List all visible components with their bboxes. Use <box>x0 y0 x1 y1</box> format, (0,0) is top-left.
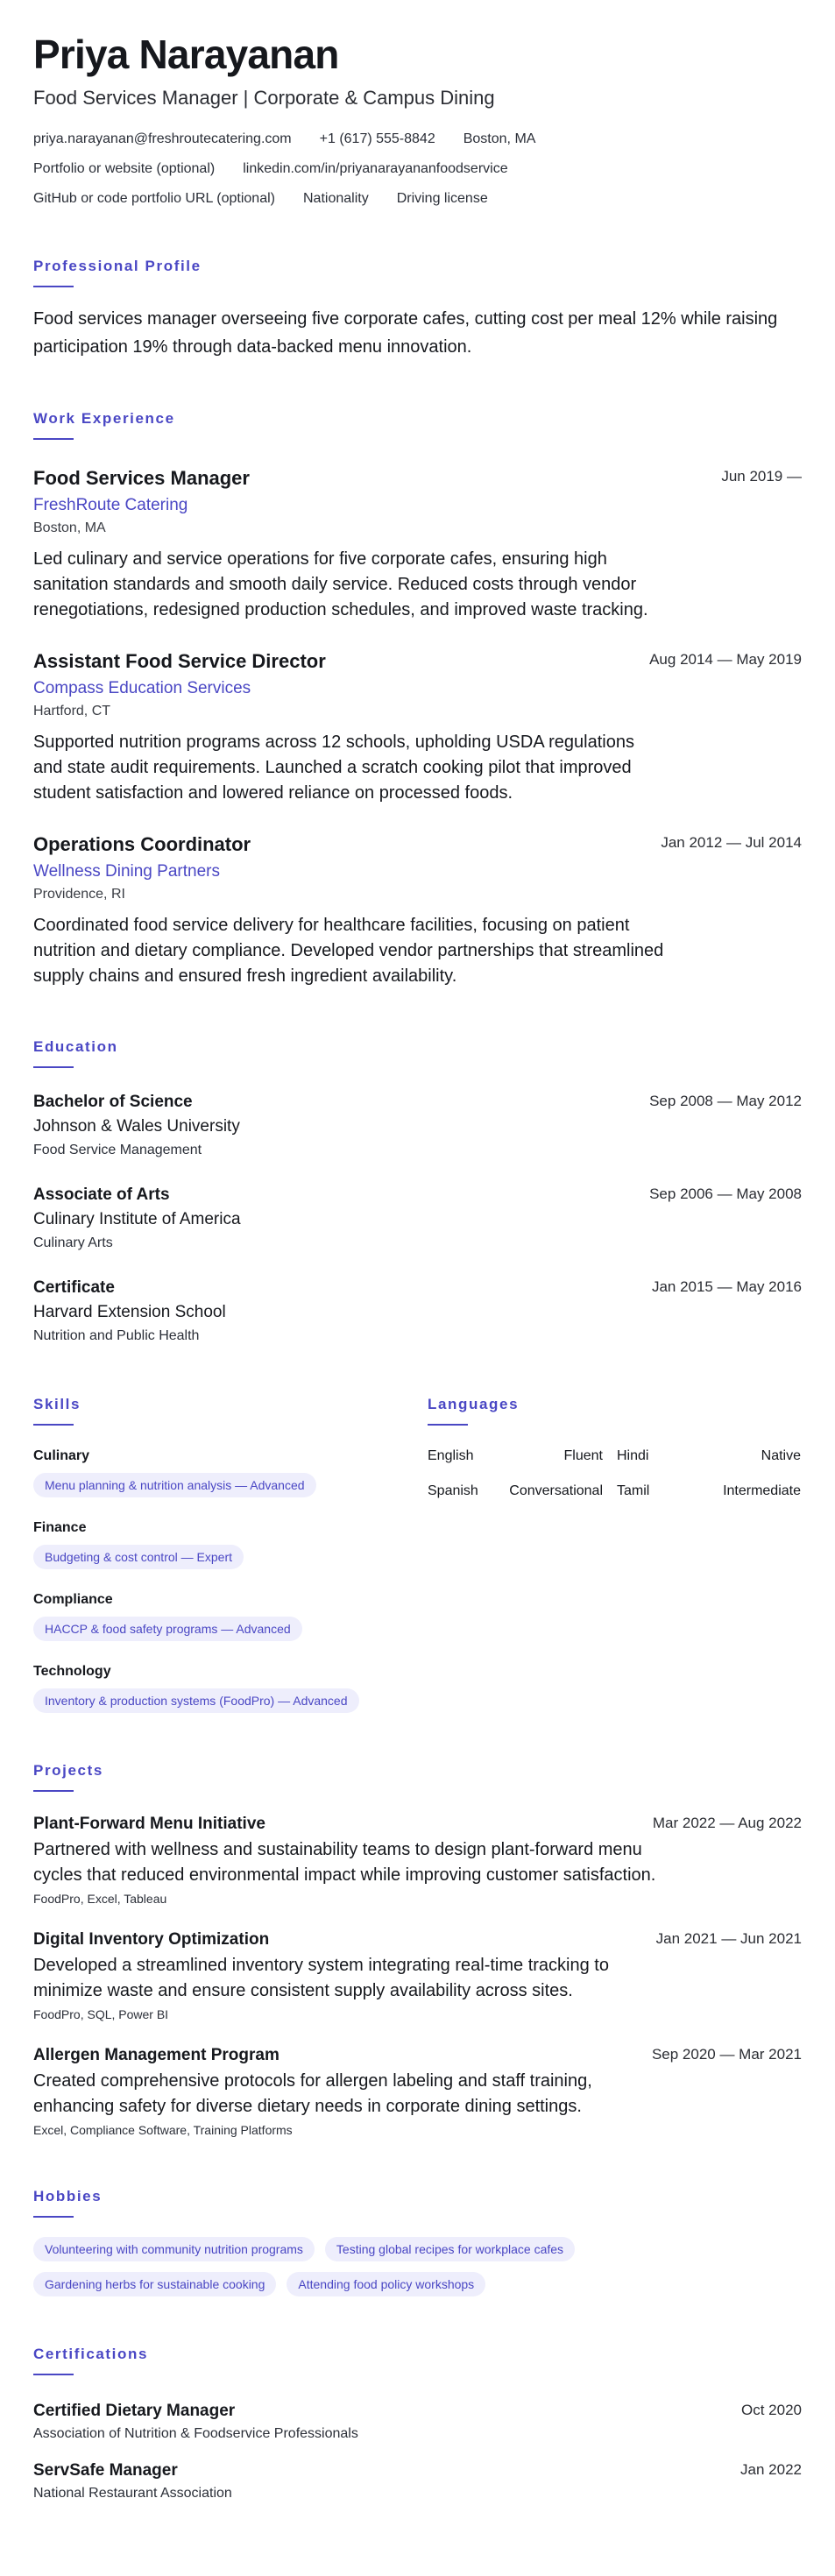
job-dates: Jan 2012 — Jul 2014 <box>661 834 802 851</box>
job-location: Hartford, CT <box>33 704 111 718</box>
language-name: Spanish <box>428 1483 478 1498</box>
contact-linkedin[interactable]: linkedin.com/in/priyanarayananfoodservice <box>243 161 508 176</box>
job-title: Assistant Food Service Director <box>33 650 326 672</box>
contact-driving-license: Driving license <box>396 191 488 206</box>
project-item <box>33 1813 802 1907</box>
project-title: Allergen Management Program <box>33 2046 280 2064</box>
edu-field: Culinary Arts <box>33 1235 113 1250</box>
job-dates: Aug 2014 — May 2019 <box>649 651 802 668</box>
contact-row-1 <box>33 130 802 149</box>
contact-row-2 <box>33 159 802 179</box>
experience-item <box>33 466 802 623</box>
language-name: English <box>428 1448 474 1463</box>
project-dates: Jan 2021 — Jun 2021 <box>655 1930 802 1947</box>
section-title-education: Education <box>33 1038 118 1055</box>
job-description: Supported nutrition programs across 12 schools, upholding USDA regulations and state audit requirements. Launched a scratch cooking pilot that improved student satisfaction and lowered reliance on processed foods. <box>33 732 634 803</box>
skill-category: Culinary <box>33 1448 90 1463</box>
edu-degree: Certificate <box>33 1278 115 1297</box>
candidate-name: Priya Narayanan <box>33 32 339 77</box>
cert-name: ServSafe Manager <box>33 2461 178 2480</box>
hobbies-section <box>33 2188 802 2296</box>
experience-section <box>33 410 802 989</box>
edu-school: Harvard Extension School <box>33 1303 226 1321</box>
language-item <box>617 1482 801 1501</box>
job-company[interactable]: Compass Education Services <box>33 679 251 697</box>
skill-group <box>33 1447 428 1497</box>
job-location: Boston, MA <box>33 520 106 535</box>
project-description: Partnered with wellness and sustainability teams to design plant-forward menu cycles that reduced environmental impact while improving customer satisfaction. <box>33 1840 656 1885</box>
project-description: Created comprehensive protocols for allergen labeling and staff training, enhancing safety for diverse dietary needs in corporate dining settings. <box>33 2071 592 2116</box>
job-description: Coordinated food service delivery for healthcare facilities, focusing on patient nutrition and dietary compliance. Developed vendor partnerships that streamlined supply chains and ensured fresh ingredient availability. <box>33 916 664 986</box>
hobby-chip: Testing global recipes for workplace cafes <box>325 2237 575 2261</box>
skills-section <box>33 1396 428 1713</box>
project-tech: FoodPro, SQL, Power BI <box>33 2007 169 2021</box>
education-item <box>33 1091 802 1161</box>
certifications-section <box>33 2346 802 2503</box>
contact-row-3 <box>33 189 802 209</box>
section-title-projects: Projects <box>33 1762 103 1779</box>
language-level: Fluent <box>563 1448 603 1463</box>
hobby-chip: Volunteering with community nutrition programs <box>33 2237 315 2261</box>
language-name: Tamil <box>617 1483 650 1498</box>
skill-group <box>33 1662 428 1713</box>
contact-nationality: Nationality <box>302 191 369 206</box>
section-title-certifications: Certifications <box>33 2346 149 2362</box>
section-title-languages: Languages <box>428 1396 520 1412</box>
language-level: Intermediate <box>723 1483 801 1498</box>
section-divider <box>33 438 74 440</box>
languages-section <box>428 1396 802 1713</box>
job-title: Operations Coordinator <box>33 833 251 855</box>
job-title: Food Services Manager <box>33 467 250 489</box>
job-dates: Jun 2019 — <box>721 468 802 485</box>
project-description: Developed a streamlined inventory system integrating real-time tracking to minimize waste and ensure consistent supply availability across sites. <box>33 1956 609 2000</box>
edu-field: Nutrition and Public Health <box>33 1328 200 1343</box>
project-dates: Mar 2022 — Aug 2022 <box>652 1815 802 1831</box>
section-title-skills: Skills <box>33 1396 81 1412</box>
edu-dates: Jan 2015 — May 2016 <box>651 1278 802 1295</box>
cert-date: Oct 2020 <box>741 2402 802 2418</box>
contact-github[interactable]: GitHub or code portfolio URL (optional) <box>33 191 275 206</box>
experience-item <box>33 832 802 989</box>
project-title: Plant-Forward Menu Initiative <box>33 1815 265 1833</box>
edu-degree: Associate of Arts <box>33 1185 170 1204</box>
section-divider <box>33 2216 74 2218</box>
resume-header <box>33 32 802 209</box>
language-item <box>428 1482 603 1501</box>
edu-school: Johnson & Wales University <box>33 1117 240 1136</box>
edu-dates: Sep 2008 — May 2012 <box>649 1093 802 1109</box>
job-location: Providence, RI <box>33 887 125 902</box>
skill-group <box>33 1590 428 1641</box>
skill-chip: Menu planning & nutrition analysis — Advanced <box>33 1473 316 1497</box>
education-item <box>33 1184 802 1254</box>
project-tech: FoodPro, Excel, Tableau <box>33 1892 167 1906</box>
language-level: Conversational <box>509 1483 603 1498</box>
language-item <box>428 1447 603 1466</box>
cert-issuer: Association of Nutrition & Foodservice Professionals <box>33 2426 358 2441</box>
edu-degree: Bachelor of Science <box>33 1093 193 1111</box>
skill-chip: HACCP & food safety programs — Advanced <box>33 1617 302 1641</box>
cert-name: Certified Dietary Manager <box>33 2402 236 2420</box>
languages-grid <box>428 1447 802 1501</box>
profile-section <box>33 258 802 361</box>
cert-date: Jan 2022 <box>740 2461 802 2478</box>
education-section <box>33 1038 802 1347</box>
section-divider <box>33 1424 74 1426</box>
job-description: Led culinary and service operations for five corporate cafes, ensuring high sanitation standards and smooth daily service. Reduced costs through vendor renegotiations, redesigned production schedules, and improved waste tracking. <box>33 549 648 619</box>
contact-portfolio[interactable]: Portfolio or website (optional) <box>33 161 216 176</box>
hobby-chip: Gardening herbs for sustainable cooking <box>33 2272 276 2296</box>
skill-group <box>33 1518 428 1569</box>
education-item <box>33 1277 802 1347</box>
certification-item <box>33 2400 802 2444</box>
project-item <box>33 2044 802 2139</box>
contact-email[interactable]: priya.narayanan@freshroutecatering.com <box>33 131 292 146</box>
skill-chip: Budgeting & cost control — Expert <box>33 1545 244 1569</box>
edu-field: Food Service Management <box>33 1143 202 1157</box>
contact-location: Boston, MA <box>463 131 536 146</box>
project-tech: Excel, Compliance Software, Training Platforms <box>33 2123 293 2137</box>
section-divider <box>33 286 74 287</box>
language-level: Native <box>761 1448 801 1463</box>
section-divider <box>33 1790 74 1792</box>
project-dates: Sep 2020 — Mar 2021 <box>651 2046 802 2063</box>
skill-chip: Inventory & production systems (FoodPro) — Advanced <box>33 1688 359 1713</box>
language-name: Hindi <box>617 1448 649 1463</box>
project-item <box>33 1928 802 2023</box>
section-title-experience: Work Experience <box>33 410 175 427</box>
job-company[interactable]: Wellness Dining Partners <box>33 862 220 881</box>
section-title-profile: Professional Profile <box>33 258 202 274</box>
skills-languages-row <box>33 1396 802 1713</box>
section-divider <box>33 2374 74 2375</box>
hobby-chips <box>33 2237 699 2296</box>
candidate-headline: Food Services Manager | Corporate & Campus Dining <box>33 87 495 109</box>
section-title-hobbies: Hobbies <box>33 2188 103 2204</box>
cert-issuer: National Restaurant Association <box>33 2486 232 2501</box>
profile-summary: Food services manager overseeing five corporate cafes, cutting cost per meal 12% while raising participation 19% through data-backed menu innovation. <box>33 309 778 357</box>
edu-school: Culinary Institute of America <box>33 1210 241 1228</box>
edu-dates: Sep 2006 — May 2008 <box>649 1185 802 1202</box>
hobby-chip: Attending food policy workshops <box>287 2272 485 2296</box>
projects-section <box>33 1762 802 2139</box>
job-company[interactable]: FreshRoute Catering <box>33 496 188 514</box>
project-title: Digital Inventory Optimization <box>33 1930 270 1949</box>
certification-item <box>33 2459 802 2503</box>
skill-category: Technology <box>33 1664 111 1679</box>
section-divider <box>428 1424 468 1426</box>
skill-category: Compliance <box>33 1592 113 1607</box>
contact-phone[interactable]: +1 (617) 555-8842 <box>319 131 435 146</box>
experience-item <box>33 649 802 806</box>
section-divider <box>33 1066 74 1068</box>
language-item <box>617 1447 801 1466</box>
skill-category: Finance <box>33 1520 87 1535</box>
